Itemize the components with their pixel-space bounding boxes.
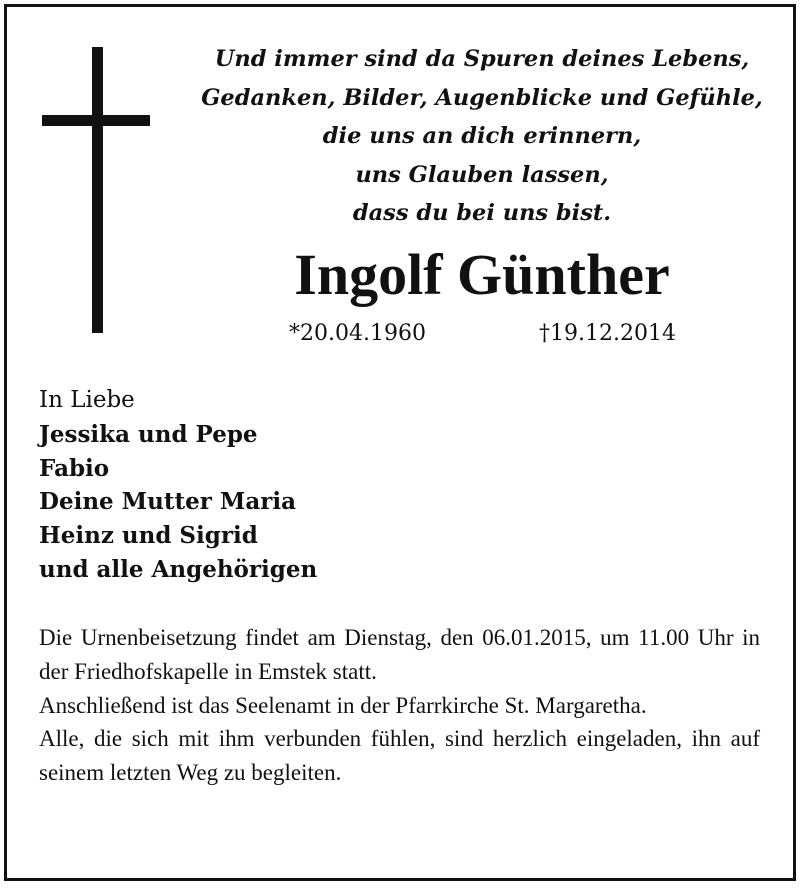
death-date: †19.12.2014 <box>539 321 676 346</box>
poem-line: Gedanken, Bilder, Augenblicke und Gefühle, <box>201 84 763 111</box>
poem-line: Und immer sind da Spuren deines Lebens, <box>214 46 750 72</box>
invitation-text: Alle, die sich mit ihm verbunden fühlen, sind herzlich eingeladen, ihn auf seinem letzten Weg zu begleiten. <box>39 726 760 786</box>
mourners-list <box>39 384 639 587</box>
poem-line: uns Glauben lassen, <box>355 161 609 188</box>
mourner-name: Fabio <box>39 454 110 482</box>
poem-line: die uns an dich erinnern, <box>322 123 642 149</box>
requiem-details: Anschließend ist das Seelenamt in der Pfarrkirche St. Margaretha. <box>39 692 647 718</box>
obituary-notice <box>4 4 796 881</box>
mourner-name: Heinz und Sigrid <box>39 522 258 550</box>
poem-line: dass du bei uns bist. <box>352 200 612 226</box>
birth-date: *20.04.1960 <box>289 321 426 346</box>
cross-horizontal-bar <box>42 115 150 126</box>
mourner-name: Jessika und Pepe <box>39 420 258 448</box>
funeral-information <box>39 621 760 790</box>
memorial-poem <box>167 40 797 233</box>
mourner-name: Deine Mutter Maria <box>39 488 296 516</box>
deceased-name: Ingolf Günther <box>294 242 670 307</box>
mourner-name: und alle Angehörigen <box>39 555 318 583</box>
mourners-intro: In Liebe <box>39 387 135 413</box>
cross-vertical-bar <box>92 47 103 333</box>
burial-details: Die Urnenbeisetzung findet am Dienstag, den 06.01.2015, um 11.00 Uhr in der Friedhofskapelle in Emstek statt. <box>39 625 760 684</box>
